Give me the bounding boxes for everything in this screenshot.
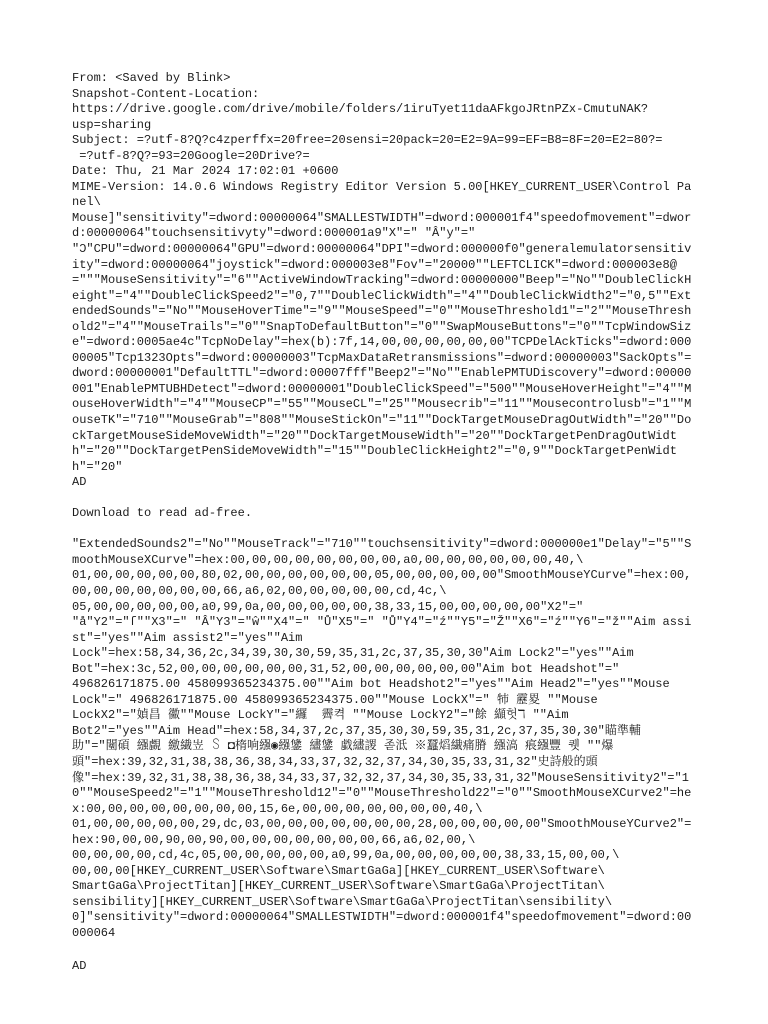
- registry-text-block-1: MIME-Version: 14.0.6 Windows Registry Editor Version 5.00[HKEY_CURRENT_USER\Control Panel\ Mouse]"sensitivity"=dword:00000064"SMALLESTWIDTH"=dword:000001f4"speedofmovement"=dword:00000064"touchsensitivyty"=dword:000001a9"X"=" "Â"y"=" "Ɔ"CPU"=dword:00000064"GPU"=dword:00000064"DPI"=dword:000000f0"generalemulatorsensitivity"=dword:00000064"joystick"=dword:000003e8"Fov"="20000""LEFTCLICK"=dword:000003e8@="""MouseSensitivity"="6""ActiveWindowTracking"=dword:00000000"Beep"="No""DoubleClickHeight"="4""DoubleClickSpeed2"="0,7""DoubleClickWidth"="4""DoubleClickWidth2"="0,5""ExtendedSounds"="No""MouseHoverTime"="9""MouseSpeed"="0""MouseThreshold1"="2""MouseThreshold2"="4""MouseTrails"="0""SnapToDefaultButton"="0""SwapMouseButtons"="0""TcpWindowSize"=dword:0005ae4c"TcpNoDelay"=hex(b):7f,14,00,00,00,00,00,00"TCPDelAckTicks"=dword:00000005"Tcp1323Opts"=dword:00000003"TcpMaxDataRetransmissions"=dword:00000003"SackOpts"=dword:00000001"DefaultTTL"=dword:00007fff"Beep2"="No""EnablePMTUDiscovery"=dword:00000001"EnablePMTUBHDetect"=dword:00000001"DoubleClickSpeed"="500""MouseHoverHeight"="4""MouseHoverWidth"="4""MouseCP"="55""MouseCL"="25""Mousecrib"="11""Mousecontrolusb"="1""MouseTK"="710""MouseGrab"="808""MouseStickOn"="11""DockTargetMouseDragOutWidth"="20""DockTargetMouseSideMoveWidth"="20""DockTargetMouseWidth"="20""DockTargetPenDragOutWidth"="20""DockTargetPenSideMoveWidth"="15""DoubleClickHeight2"="0,9""DockTargetPenWidth"="20" AD: [72, 179, 692, 490]
- header-line: usp=sharing: [72, 117, 152, 132]
- header-line: Snapshot-Content-Location:: [72, 86, 260, 101]
- spacer: [72, 942, 696, 959]
- header-line: https://drive.google.com/drive/mobile/folders/1iruTyet11daAFkgoJRtnPZx-CmutuNAK?: [72, 102, 649, 117]
- spacer: [72, 491, 696, 506]
- registry-text-block-2: "ExtendedSounds2"="No""MouseTrack"="710""touchsensitivity"=dword:000000e1"Delay"="5""SmoothMouseXCurve"=hex:00,00,00,00,00,00,00,00,a0,00,00,00,00,00,00,40,\ 01,00,00,00,00,00,80,02,00,00,00,00,00,00,05,00,00,00,00,00"SmoothMouseYCurve"=hex:00,00,00,00,00,00,00,00,66,a6,02,00,00,00,00,00,cd,4c,\ 05,00,00,00,00,00,a0,99,0a,00,00,00,00,00,38,33,15,00,00,00,00,00"X2"=" "å"Y2"="ſ""X3"=" "Â"Y3"="ŵ""X4"=" "Ů"X5"=" "Ů"Y4"="ź""Y5"="Ž""X6"="ź""Y6"="ž""Aim assist"="yes""Aim assist2"="yes""Aim Lock"=hex:58,34,36,2c,34,39,30,30,59,35,31,2c,37,35,30,30"Aim Lock2"="yes""Aim Bot"=hex:3c,52,00,00,00,00,00,00,31,52,00,00,00,00,00,00"Aim bot Headshot"=" 496826171875.00 458099365234375.00""Aim bot Headshot2"="yes""Aim Head2"="yes""Mouse Lock"=" 496826171875.00 458099365234375.00""Mouse LockX"=" 㸬 靂畟 ""Mouse LockX2"="媜昌 鰴""Mouse LockY"="纙 霽켝 ""Mouse LockY2"="餘 纈헛ℸ ""Aim Bot2"="yes""Aim Head"=hex:58,34,37,2c,37,35,30,30,59,35,31,2c,37,35,30,30"瞄準輔 助"="闉碩 繦覰 繳繊岦 ꒚ ◘楕响繦◉繦鎥 繣鎥 戱繣謖 졷泜 ※蠶熖繊痛膌 繦滈 痮繦豐 퀫 ""爆 頭"=hex:39,32,31,38,38,36,38,34,33,37,32,32,37,34,30,35,33,31,32"史詩般的頭 像"=hex:39,32,31,38,38,36,38,34,33,37,32,32,37,34,30,35,33,31,32"MouseSensitivity2"="10""MouseSpeed2"="1""MouseThreshold12"="0""MouseThreshold22"="0""SmoothMouseXCurve2"=hex:00,00,00,00,00,00,00,00,15,6e,00,00,00,00,00,00,00,40,\ 01,00,00,00,00,00,29,dc,03,00,00,00,00,00,00,00,28,00,00,00,00,00"SmoothMouseYCurve2"=hex:90,00,00,90,00,90,00,00,00,00,00,00,00,66,a6,02,00,\ 00,00,00,00,cd,4c,05,00,00,00,00,00,a0,99,0a,00,00,00,00,00,38,33,15,00,00,\ 00,00,00[HKEY_CURRENT_USER\Software\SmartGaGa][HKEY_CURRENT_USER\Software\ SmartGaGa\ProjectTitan][HKEY_CURRENT_USER\Software\SmartGaGa\ProjectTitan\ sensibility][HKEY_CURRENT_USER\Software\SmartGaGa\ProjectTitan\sensibility\ 0]"sensitivity"=dword:00000064"SMALLESTWIDTH"=dword:000001f4"speedofmovement"=dword:00000064: [72, 537, 692, 940]
- header-line: Subject: =?utf-8?Q?c4zperffx=20free=20sensi=20pack=20=E2=9A=99=EF=B8=8F=20=E2=80?=: [72, 133, 663, 148]
- download-ad-free-link[interactable]: Download to read ad-free.: [72, 505, 253, 520]
- spacer: [72, 521, 696, 537]
- document-body: [72, 71, 696, 974]
- ad-footer: AD: [72, 958, 87, 973]
- header-line: =?utf-8?Q?=93=20Google=20Drive?=: [72, 148, 310, 163]
- header-line: From: <Saved by Blink>: [72, 71, 231, 85]
- header-line: Date: Thu, 21 Mar 2024 17:02:01 +0600: [72, 164, 339, 179]
